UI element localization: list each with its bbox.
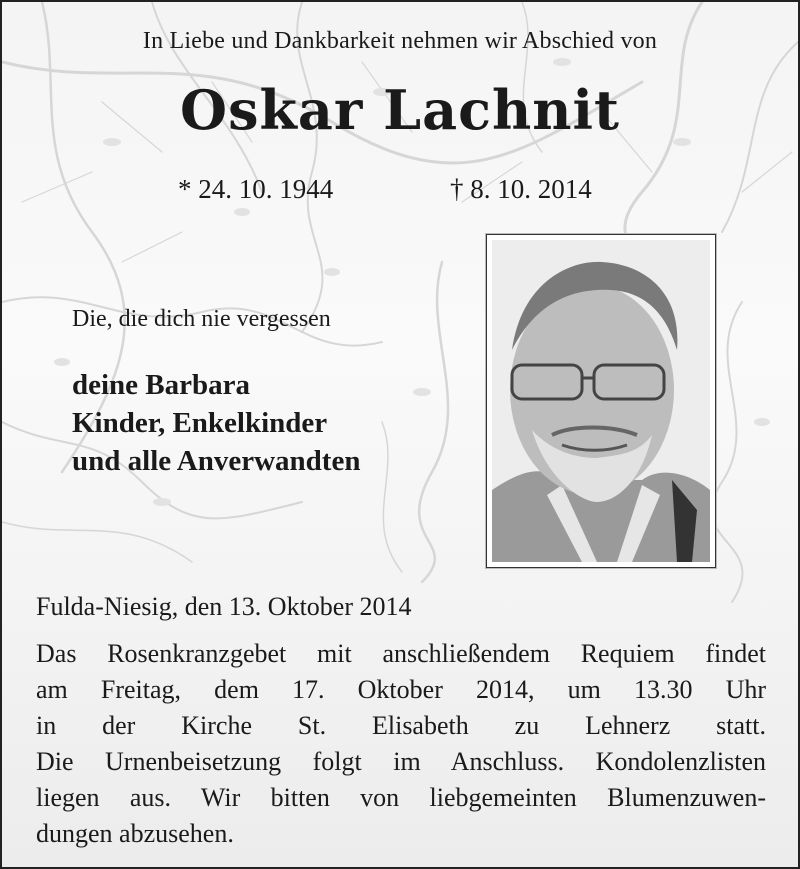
intro-line: In Liebe und Dankbarkeit nehmen wir Abschied von xyxy=(142,28,658,54)
family-line: und alle Anverwandten xyxy=(72,445,361,477)
place-date: Fulda-Niesig, den 13. Oktober 2014 xyxy=(36,592,412,621)
body-line: dungen abzusehen. xyxy=(36,819,234,848)
portrait-image xyxy=(492,240,710,562)
birth-date: * 24. 10. 1944 xyxy=(178,174,334,204)
family-list xyxy=(72,366,360,480)
body-line: Das Rosenkranzgebet mit anschließendem Requiem findet xyxy=(36,639,766,668)
portrait-photo xyxy=(486,234,716,568)
body-line: am Freitag, dem 17. Oktober 2014, um 13.30 Uhr xyxy=(36,675,766,704)
body-line: Die Urnenbeisetzung folgt im Anschluss. Kondolenzlisten xyxy=(36,747,766,776)
service-details xyxy=(36,636,766,852)
deceased-name: Oskar Lachnit xyxy=(180,78,620,142)
death-date: † 8. 10. 2014 xyxy=(450,174,592,204)
tagline: Die, die dich nie vergessen xyxy=(72,306,331,332)
body-line: in der Kirche St. Elisabeth zu Lehnerz statt. xyxy=(36,711,766,740)
family-line: deine Barbara xyxy=(72,369,251,401)
family-line: Kinder, Enkelkinder xyxy=(72,407,328,439)
body-line: liegen aus. Wir bitten von liebgemeinten Blumenzuwen- xyxy=(36,783,766,812)
